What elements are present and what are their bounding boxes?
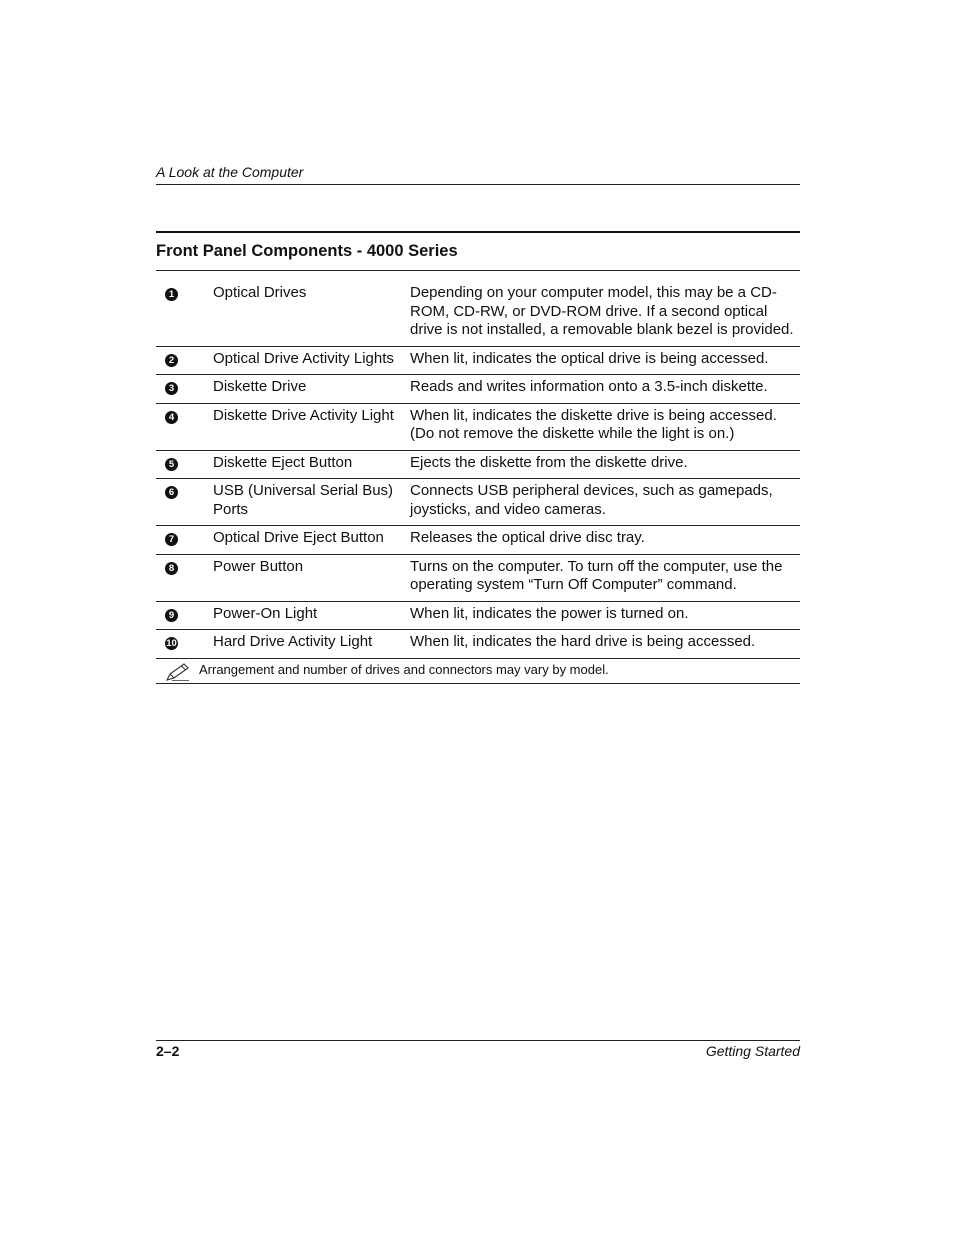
table-row [156,451,800,480]
component-description: Ejects the diskette from the diskette drive. [410,453,688,471]
callout-number-icon: 7 [165,533,178,546]
callout-number-icon: 6 [165,486,178,499]
front-panel-components-table [156,231,800,684]
component-description: When lit, indicates the diskette drive is being accessed. (Do not remove the diskette while the light is on.) [410,406,777,442]
callout-number-icon: 4 [165,411,178,424]
component-name: USB (Universal Serial Bus) Ports [213,482,394,518]
callout-number-icon: 9 [165,609,178,622]
component-description: Connects USB peripheral devices, such as gamepads, joysticks, and video cameras. [410,482,773,518]
table-row [156,404,800,451]
pencil-note-icon [156,661,199,682]
component-description: Releases the optical drive disc tray. [410,529,645,546]
callout-number-icon: 5 [165,458,178,471]
table-row [156,347,800,376]
table-rows [156,284,800,684]
component-name: Diskette Eject Button [213,453,353,471]
table-row [156,555,800,602]
table-row [156,630,800,659]
component-description: When lit, indicates the optical drive is being accessed. [410,349,769,367]
note-text: Arrangement and number of drives and connectors may vary by model. [199,661,609,677]
page-number: 2–2 [156,1043,180,1059]
table-row [156,602,800,631]
callout-number-icon: 8 [165,562,178,575]
component-description: When lit, indicates the hard drive is being accessed. [410,633,756,650]
component-name: Diskette Drive Activity Light [213,406,394,424]
callout-number-icon: 10 [166,638,177,649]
component-description: When lit, indicates the power is turned on. [410,604,689,622]
footer-book-title: Getting Started [705,1043,800,1059]
table-note [156,659,800,684]
component-description: Depending on your computer model, this may be a CD-ROM, CD-RW, or DVD-ROM drive. If a second optical drive is not installed, a removable blank bezel is provided. [410,284,794,338]
component-description: Turns on the computer. To turn off the computer, use the operating system “Turn Off Computer” command. [410,557,783,593]
component-name: Optical Drive Eject Button [213,529,384,546]
running-header-title: A Look at the Computer [156,164,304,180]
running-header [156,164,800,185]
callout-number-icon: 2 [165,354,178,367]
component-name: Optical Drive Activity Lights [213,349,394,367]
running-footer [156,1040,800,1063]
table-row [156,526,800,555]
callout-number-icon: 3 [165,382,178,395]
component-name: Hard Drive Activity Light [213,633,373,650]
table-row [156,375,800,404]
table-title: Front Panel Components - 4000 Series [156,233,800,271]
table-row [156,284,800,347]
callout-number-icon: 1 [165,288,178,301]
component-name: Diskette Drive [213,378,307,395]
component-description: Reads and writes information onto a 3.5-inch diskette. [410,378,768,395]
table-row [156,479,800,526]
component-name: Power-On Light [213,604,318,622]
component-name: Power Button [213,557,304,575]
component-name: Optical Drives [213,284,307,301]
